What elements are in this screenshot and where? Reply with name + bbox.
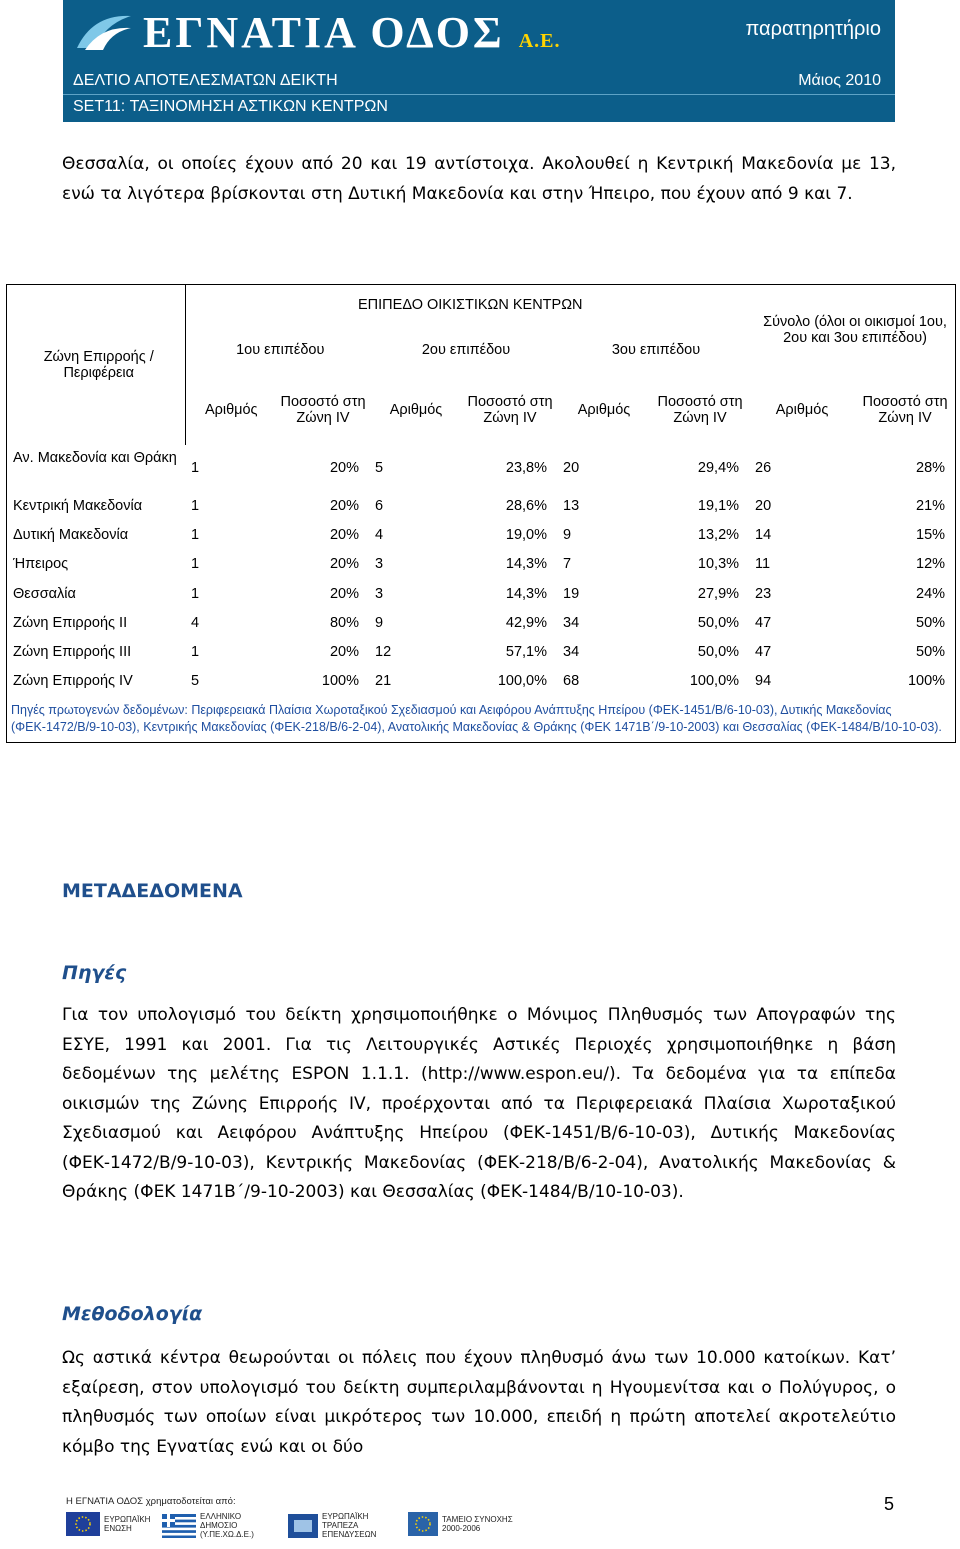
region-cell: Ζώνη Επιρροής IV <box>13 673 133 690</box>
level3-percent: 29,4% <box>697 460 740 476</box>
level2-number: 6 <box>375 497 384 514</box>
sources-paragraph: Για τον υπολογισμό του δείκτη χρησιμοποιήθηκε ο Μόνιμος Πληθυσμός των Απογραφών της ΕΣΥΕ, 1991 και 2001. Για τις Λειτουργικές Αστικές Περιοχές χρησιμοποιήθηκε η βάση δεδομένων της μελέτης ESPON 1.1.1. (http://www.espon.eu/). Τα δεδομένα για τα επίπεδα οικισμών της Ζώνης Επιρροής IV, προέρχονται από τα Περιφερειακά Πλαίσια Χωροταξικού Σχεδιασμού και Αειφόρου Ανάπτυξης Ηπείρου (ΦΕΚ-1451/Β/6-10-03), Δυτικής Μακεδονίας (ΦΕΚ-1472/Β/9-10-03), Κεντρικής Μακεδονίας (ΦΕΚ-218/Β/6-2-04), Ανατολικής Μακεδονίας & Θράκης (ΦΕΚ 1471Β΄/9-10-2003) και Θεσσαλίας (ΦΕΚ-1484/Β/10-10-03). <box>62 1005 896 1202</box>
bulletin-title: ΔΕΛΤΙΟ ΑΠΟΤΕΛΕΣΜΑΤΩΝ ΔΕΙΚΤΗ <box>73 72 338 89</box>
level3-number: 34 <box>563 614 580 631</box>
col-percent: Ποσοστό στη Ζώνη IV <box>280 394 366 426</box>
col-number: Αριθμός <box>577 402 631 418</box>
level1-number: 1 <box>191 556 200 573</box>
col-number: Αριθμός <box>389 402 443 418</box>
table-row <box>7 445 955 491</box>
table-row <box>7 491 955 520</box>
total-percent: 12% <box>916 556 946 573</box>
level1-percent: 20% <box>329 497 359 514</box>
col-number: Αριθμός <box>204 402 258 418</box>
total-percent: 28% <box>916 460 946 476</box>
region-cell: Αν. Μακεδονία και Θράκη <box>13 450 177 466</box>
intro-paragraph: Θεσσαλία, οι οποίες έχουν από 20 και 19 αντίστοιχα. Ακολουθεί η Κεντρική Μακεδονία με 13, ενώ τα λιγότερα βρίσκονται στη Δυτική Μακεδονία και στην Ήπειρο, που έχουν από 9 και 7. <box>62 154 896 204</box>
level3-number: 34 <box>563 644 580 661</box>
level2-percent: 23,8% <box>505 460 547 476</box>
bulletin-date: Μάιος 2010 <box>798 72 881 89</box>
total-number: 47 <box>755 614 772 631</box>
footer <box>64 1496 896 1544</box>
level1-number: 1 <box>191 460 200 476</box>
total-header: Σύνολο (όλοι οι οικισμοί 1ου, 2ου και 3ου επιπέδου) <box>763 314 947 346</box>
sources-title: Πηγές <box>62 962 127 984</box>
level3-percent: 50,0% <box>697 644 740 661</box>
level3-percent: 50,0% <box>697 614 740 631</box>
brand <box>73 6 560 58</box>
cohesion-fund-icon <box>408 1512 438 1536</box>
level3-number: 20 <box>563 460 580 476</box>
level1-number: 1 <box>191 585 200 602</box>
total-number: 20 <box>755 497 772 514</box>
col-percent: Ποσοστό στη Ζώνη IV <box>862 394 948 426</box>
total-percent: 15% <box>916 526 946 543</box>
level1-number: 4 <box>191 614 200 631</box>
table-body <box>7 445 955 696</box>
region-cell: Θεσσαλία <box>13 585 76 602</box>
header-banner <box>63 0 895 122</box>
total-number: 26 <box>755 460 772 476</box>
col-percent: Ποσοστό στη Ζώνη IV <box>467 394 553 426</box>
eib-logo: ΕΥΡΩΠΑΪΚΗ ΤΡΑΠΕΖΑ ΕΠΕΝΔΥΣΕΩΝ <box>288 1512 396 1539</box>
level2-percent: 14,3% <box>505 585 547 602</box>
egnatia-logo-icon <box>73 8 135 56</box>
table-row <box>7 520 955 549</box>
level3-percent: 10,3% <box>697 556 740 573</box>
level1-header: 1ου επιπέδου <box>236 342 325 358</box>
total-percent: 100% <box>907 673 946 690</box>
metadata-title: ΜΕΤΑΔΕΔΟΜΕΝΑ <box>62 880 243 902</box>
level1-percent: 20% <box>329 526 359 543</box>
total-percent: 24% <box>916 585 946 602</box>
total-percent: 21% <box>916 497 946 514</box>
funding-label: Η ΕΓΝΑΤΙΑ ΟΔΟΣ χρηματοδοτείται από: <box>66 1496 236 1507</box>
eu-logo: ΕΥΡΩΠΑΪΚΗ ΕΝΩΣΗ <box>66 1512 144 1536</box>
region-header: Ζώνη Επιρροής / Περιφέρεια <box>7 285 185 445</box>
level3-percent: 13,2% <box>697 526 740 543</box>
table-row <box>7 637 955 666</box>
method-title: Μεθοδολογία <box>62 1303 203 1325</box>
table-row <box>7 608 955 637</box>
level2-number: 21 <box>375 673 392 690</box>
total-number: 14 <box>755 526 772 543</box>
level1-percent: 20% <box>329 644 359 661</box>
level2-number: 4 <box>375 526 384 543</box>
level1-percent: 20% <box>329 460 359 476</box>
level2-percent: 28,6% <box>505 497 547 514</box>
level2-number: 3 <box>375 556 384 573</box>
level3-header: 3ου επιπέδου <box>611 342 701 358</box>
total-number: 94 <box>755 673 772 690</box>
level3-percent: 19,1% <box>697 497 740 514</box>
level1-percent: 80% <box>329 614 359 631</box>
region-cell: Ήπειρος <box>13 556 69 573</box>
gr-logo: ΕΛΛΗΝΙΚΟ ΔΗΜΟΣΙΟ (Υ.ΠΕ.ΧΩ.Δ.Ε.) <box>162 1512 280 1539</box>
level1-number: 1 <box>191 497 200 514</box>
total-percent: 50% <box>916 644 946 661</box>
level2-header: 2ου επιπέδου <box>421 342 511 358</box>
page-number: 5 <box>883 1494 894 1514</box>
level2-number: 12 <box>375 644 392 661</box>
total-number: 23 <box>755 585 772 602</box>
level3-percent: 100,0% <box>689 673 740 690</box>
region-cell: Ζώνη Επιρροής II <box>13 614 128 631</box>
level2-number: 9 <box>375 614 384 631</box>
level1-percent: 100% <box>321 673 359 690</box>
brand-name: ΕΓΝΑΤΙΑ ΟΔΟΣ Α.Ε. <box>143 7 561 57</box>
level3-number: 19 <box>563 585 580 602</box>
total-percent: 50% <box>916 614 946 631</box>
level1-number: 1 <box>191 526 200 543</box>
level2-number: 3 <box>375 585 384 602</box>
settlement-table <box>6 284 956 743</box>
level2-number: 5 <box>375 460 384 476</box>
total-number: 47 <box>755 644 772 661</box>
level3-number: 7 <box>563 556 572 573</box>
table-source: Πηγές πρωτογενών δεδομένων: Περιφερειακά Πλαίσια Χωροταξικού Σχεδιασμού και Αειφόρου Ανάπτυξης Ηπείρου (ΦΕΚ-1451/Β/6-10-03), Δυτικής Μακεδονίας (ΦΕΚ-1472/Β/9-10-03), Κεντρικής Μακεδονίας (ΦΕΚ-218/Β/6-2-04), Ανατολικής Μακεδονίας & Θράκης (ΦΕΚ 1471Β΄/9-10-2003) και Θεσσαλίας (ΦΕΚ-1484/Β/10-10-03). <box>11 703 942 735</box>
level2-percent: 19,0% <box>505 526 547 543</box>
table-row <box>7 667 955 696</box>
col-number: Αριθμός <box>775 402 829 418</box>
region-cell: Δυτική Μακεδονία <box>13 526 129 543</box>
level1-number: 1 <box>191 644 200 661</box>
level3-percent: 27,9% <box>697 585 740 602</box>
level1-number: 5 <box>191 673 200 690</box>
method-paragraph: Ως αστικά κέντρα θεωρούνται οι πόλεις που έχουν πληθυσμό άνω των 10.000 κατοίκων. Κατ’ εξαίρεση, στον υπολογισμό του δείκτη συμπεριλαμβάνονται η Ηγουμενίτσα και ο Πολύγυρος, ο πληθυσμός των οποίων είναι μικρότερος των 10.000, επειδή η πρώτη αποτελεί ακροτελεύτιο κόμβο της Εγνατίας ενώ και οι δύο <box>62 1348 896 1457</box>
region-cell: Κεντρική Μακεδονία <box>13 497 143 514</box>
greek-flag-icon <box>162 1514 196 1538</box>
indicator-title: SET11: ΤΑΞΙΝΟΜΗΣΗ ΑΣΤΙΚΩΝ ΚΕΝΤΡΩΝ <box>73 98 388 115</box>
level2-percent: 42,9% <box>505 614 547 631</box>
level1-percent: 20% <box>329 556 359 573</box>
level2-percent: 14,3% <box>505 556 547 573</box>
cohesion-fund-logo: ΤΑΜΕΙΟ ΣΥΝΟΧΗΣ 2000-2006 <box>408 1512 518 1536</box>
total-number: 11 <box>755 556 771 573</box>
table-title: ΕΠΙΠΕΔΟ ΟΙΚΙΣΤΙΚΩΝ ΚΕΝΤΡΩΝ <box>358 297 583 313</box>
level3-number: 68 <box>563 673 580 690</box>
eib-icon <box>288 1514 318 1538</box>
level3-number: 13 <box>563 497 580 514</box>
table-row <box>7 550 955 579</box>
level2-percent: 100,0% <box>497 673 547 690</box>
observatory-label: παρατηρητήριο <box>745 18 881 40</box>
col-percent: Ποσοστό στη Ζώνη IV <box>657 394 743 426</box>
table-row <box>7 579 955 608</box>
region-cell: Ζώνη Επιρροής III <box>13 644 132 661</box>
level2-percent: 57,1% <box>505 644 547 661</box>
eu-flag-icon <box>66 1512 100 1536</box>
level3-number: 9 <box>563 526 572 543</box>
level1-percent: 20% <box>329 585 359 602</box>
header-rule <box>63 94 895 95</box>
